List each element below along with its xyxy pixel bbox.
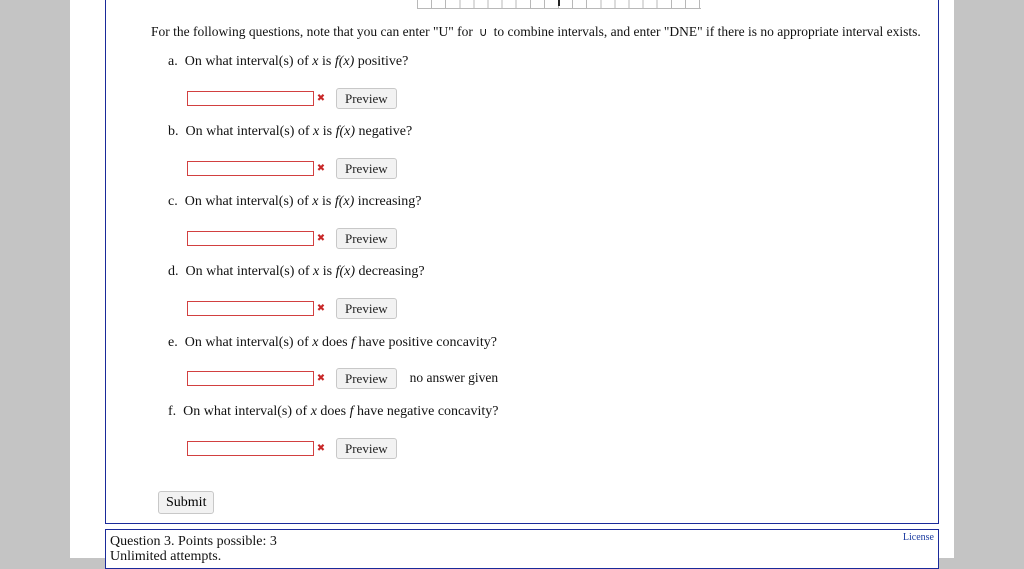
incorrect-icon: ✖ xyxy=(316,162,326,174)
math-function: f(x) xyxy=(334,194,355,209)
question-text: positive? xyxy=(357,54,409,69)
preview-button-a[interactable]: Preview xyxy=(336,88,397,109)
question-letter: a. xyxy=(168,54,178,69)
incorrect-icon: ✖ xyxy=(316,302,326,314)
question-letter: f. xyxy=(168,404,177,419)
question-text: On what interval(s) of xyxy=(184,194,309,209)
page xyxy=(70,0,954,564)
question-3-title: Question 3. Points possible: 3 xyxy=(110,534,277,549)
question-f xyxy=(168,404,498,420)
preview-button-c[interactable]: Preview xyxy=(336,228,397,249)
answer-row-d xyxy=(187,297,397,319)
math-function: f xyxy=(349,404,354,419)
answer-row-a xyxy=(187,87,397,109)
instructions-text-before: For the following questions, note that you can enter "U" for xyxy=(151,24,473,39)
question-text: On what interval(s) of xyxy=(185,124,310,139)
no-answer-message: no answer given xyxy=(409,370,499,385)
question-text: On what interval(s) of xyxy=(183,404,308,419)
question-3-attempts: Unlimited attempts. xyxy=(110,549,222,564)
question-c xyxy=(168,194,422,210)
math-variable: x xyxy=(312,335,319,350)
question-letter: b. xyxy=(168,124,179,139)
preview-button-e[interactable]: Preview xyxy=(336,368,397,389)
graph-axis-tick xyxy=(558,0,560,6)
incorrect-icon: ✖ xyxy=(316,232,326,244)
question-text: decreasing? xyxy=(358,264,425,279)
question-text: have positive concavity? xyxy=(358,335,497,350)
preview-button-d[interactable]: Preview xyxy=(336,298,397,319)
math-variable: x xyxy=(313,264,320,279)
answer-input-b[interactable] xyxy=(187,161,314,176)
preview-button-b[interactable]: Preview xyxy=(336,158,397,179)
incorrect-icon: ✖ xyxy=(316,92,326,104)
answer-input-d[interactable] xyxy=(187,301,314,316)
license-link[interactable]: License xyxy=(902,532,934,543)
incorrect-icon: ✖ xyxy=(316,372,326,384)
answer-row-c xyxy=(187,227,397,249)
question-text: On what interval(s) of xyxy=(184,54,309,69)
math-variable: x xyxy=(310,404,317,419)
union-symbol: ∪ xyxy=(478,25,488,39)
answer-input-e[interactable] xyxy=(187,371,314,386)
question-2-box xyxy=(105,0,939,524)
question-e xyxy=(168,335,497,351)
question-b xyxy=(168,124,412,140)
answer-row-f xyxy=(187,437,397,459)
instructions xyxy=(151,24,921,40)
question-d xyxy=(168,264,425,280)
math-variable: x xyxy=(313,124,320,139)
question-text: is xyxy=(322,264,333,279)
answer-input-c[interactable] xyxy=(187,231,314,246)
question-text: On what interval(s) of xyxy=(185,264,310,279)
answer-input-f[interactable] xyxy=(187,441,314,456)
submit-button[interactable]: Submit xyxy=(158,491,214,514)
instructions-text-after: to combine intervals, and enter "DNE" if there is no appropriate interval exists. xyxy=(493,24,921,39)
question-3-box xyxy=(105,529,939,569)
question-letter: e. xyxy=(168,335,178,350)
preview-button-f[interactable]: Preview xyxy=(336,438,397,459)
question-text: On what interval(s) of xyxy=(184,335,309,350)
question-text: is xyxy=(321,194,332,209)
math-function: f xyxy=(351,335,356,350)
answer-row-e xyxy=(187,367,498,389)
question-text: does xyxy=(321,335,348,350)
question-text: is xyxy=(321,54,332,69)
question-a xyxy=(168,54,408,70)
answer-row-b xyxy=(187,157,397,179)
question-text: have negative concavity? xyxy=(356,404,499,419)
math-variable: x xyxy=(312,194,319,209)
question-text: does xyxy=(320,404,347,419)
math-function: f(x) xyxy=(335,264,356,279)
math-function: f(x) xyxy=(335,124,356,139)
math-variable: x xyxy=(312,54,319,69)
incorrect-icon: ✖ xyxy=(316,442,326,454)
math-function: f(x) xyxy=(334,54,355,69)
question-letter: d. xyxy=(168,264,179,279)
question-text: negative? xyxy=(358,124,413,139)
question-letter: c. xyxy=(168,194,178,209)
answer-input-a[interactable] xyxy=(187,91,314,106)
question-text: is xyxy=(322,124,333,139)
question-text: increasing? xyxy=(357,194,422,209)
